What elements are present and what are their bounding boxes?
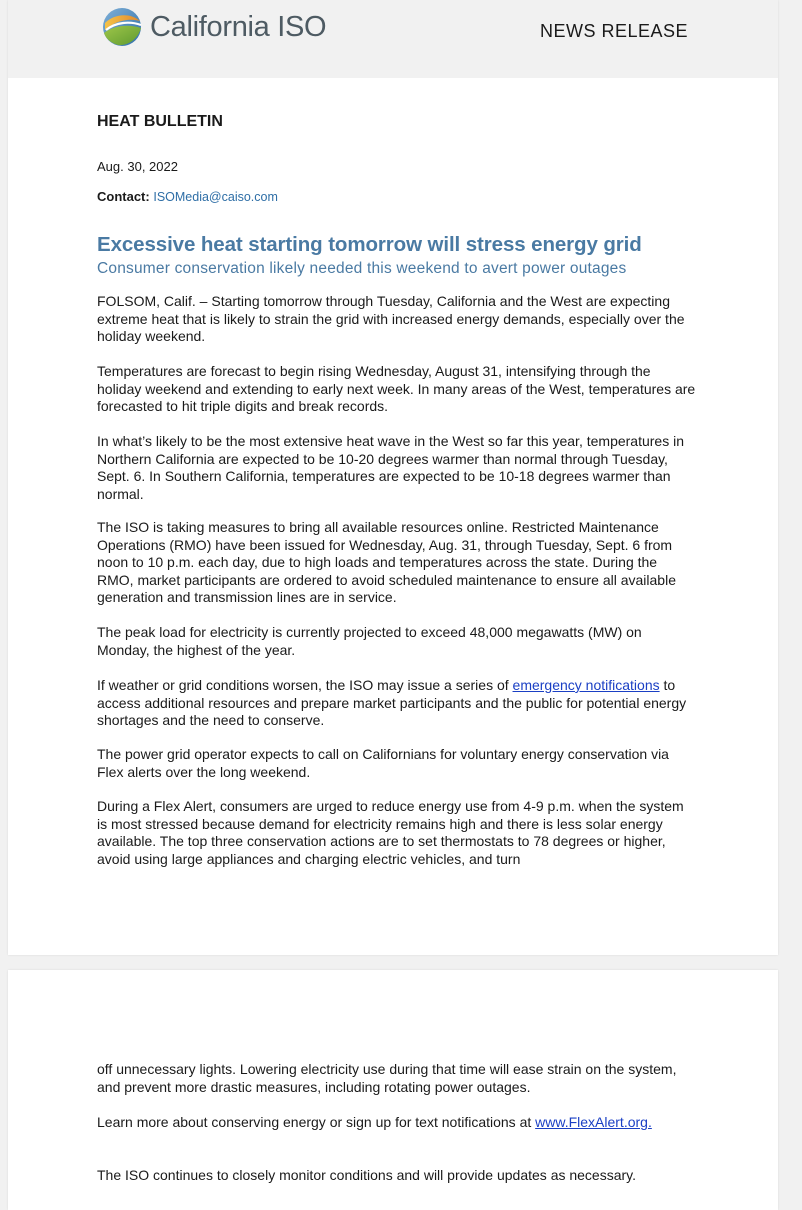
paragraph-10 [97, 1114, 697, 1132]
paragraph-7: The power grid operator expects to call on Californians for voluntary energy conservation via Flex alerts over the long weekend. [97, 746, 669, 780]
paragraph-11: The ISO continues to closely monitor conditions and will provide updates as necessary. [97, 1167, 637, 1183]
paragraph-8: During a Flex Alert, consumers are urged to reduce energy use from 4-9 p.m. when the system is most stressed because demand for electricity remains high and there is less solar energy available. The top three conservation actions are to set thermostats to 78 degrees or higher, avoid using large appliances and charging electric vehicles, and turn [97, 798, 684, 867]
paragraph-4: The ISO is taking measures to bring all available resources online. Restricted Maintenance Operations (RMO) have been issued for Wednesday, Aug. 31, through Tuesday, Sept. 6 from noon to 10 p.m. each day, due to high loads and temperatures across the state. During the RMO, market participants are ordered to avoid scheduled maintenance to ensure all available generation and transmission lines are in service. [97, 519, 676, 605]
paragraph-2: Temperatures are forecast to begin rising Wednesday, August 31, intensifying through the holiday weekend and extending to early next week. In many areas of the West, temperatures are forecasted to hit triple digits and break records. [97, 363, 696, 414]
page-header [8, 0, 778, 78]
contact-line [97, 189, 278, 204]
document-page-2 [8, 970, 778, 1210]
document-page-1 [8, 0, 778, 955]
caiso-logo [100, 6, 326, 48]
caiso-globe-icon [100, 6, 144, 48]
paragraph-6 [97, 677, 697, 730]
emergency-notifications-link[interactable]: emergency notifications [512, 677, 660, 693]
paragraph-6-text-end: to access additional resources and prepare market participants and the public for potential energy shortages and the need to conserve. [97, 677, 687, 728]
paragraph-10-text: Learn more about conserving energy or sign up for text notifications at [97, 1114, 536, 1130]
paragraph-3: In what’s likely to be the most extensive heat wave in the West so far this year, temperatures in Northern California are expected to be 10-20 degrees warmer than normal through Tuesday, Sept. 6. In Southern California, temperatures are expected to be 10-18 degrees warmer than normal. [97, 433, 684, 502]
contact-label: Contact: [97, 189, 150, 204]
paragraph-9: off unnecessary lights. Lowering electricity use during that time will ease strain on the system, and prevent more drastic measures, including rotating power outages. [97, 1061, 677, 1095]
release-date: Aug. 30, 2022 [97, 159, 178, 174]
logo-wordmark: California ISO [150, 10, 327, 43]
bulletin-title: HEAT BULLETIN [97, 113, 223, 130]
article-subhead: Consumer conservation likely needed this weekend to avert power outages [97, 260, 627, 277]
paragraph-1: FOLSOM, Calif. – Starting tomorrow through Tuesday, California and the West are expecting extreme heat that is likely to strain the grid with increased energy demands, especially over the holiday weekend. [97, 293, 685, 344]
news-release-label: NEWS RELEASE [539, 21, 688, 41]
contact-email-link[interactable]: ISOMedia@caiso.com [153, 190, 278, 204]
paragraph-6-text-start: If weather or grid conditions worsen, the ISO may issue a series of [97, 677, 513, 693]
flexalert-link[interactable]: www.FlexAlert.org. [535, 1114, 652, 1130]
paragraph-5: The peak load for electricity is currently projected to exceed 48,000 megawatts (MW) on Monday, the highest of the year. [97, 624, 642, 658]
article-headline: Excessive heat starting tomorrow will stress energy grid [97, 233, 642, 256]
